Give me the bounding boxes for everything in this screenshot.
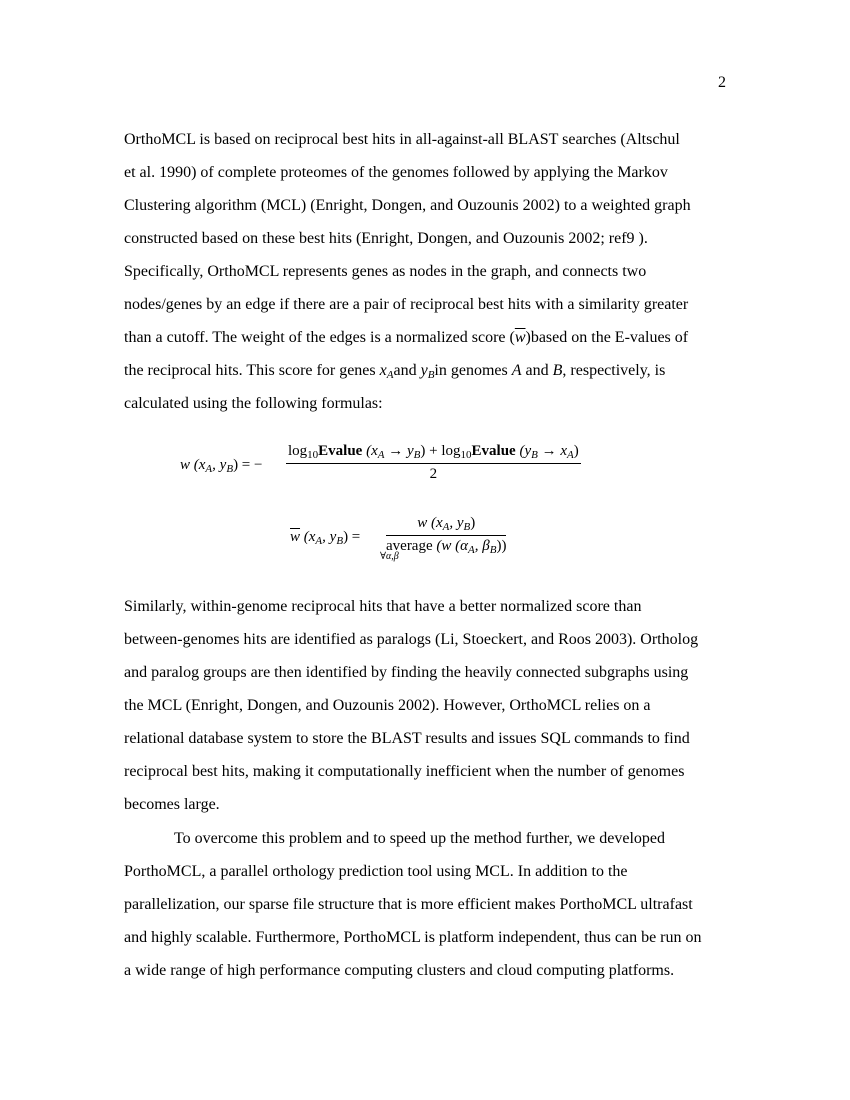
text-line: becomes large. (124, 796, 220, 813)
text-line: the MCL (Enright, Dongen, and Ouzounis 2002). However, OrthoMCL relies on a (124, 697, 651, 714)
text-line: Clustering algorithm (MCL) (Enright, Dongen, and Ouzounis 2002) to a weighted graph (124, 197, 691, 214)
fraction-denominator: average ∀α,β (w ($\alpha_A$, $\beta_B$)) (380, 538, 507, 562)
equation-fraction (286, 443, 581, 483)
text-line: PorthoMCL, a parallel orthology prediction tool using MCL. In addition to the (124, 863, 628, 880)
equation-lhs: w ($x_A$, $y_B$) = − (180, 457, 263, 475)
equation-lhs: $\overline{w}$ ($x_A$, $y_B$) = (290, 529, 361, 547)
text-line: a wide range of high performance computing clusters and cloud computing platforms. (124, 962, 675, 979)
equation-weight (180, 443, 650, 488)
fraction-numerator: w ($x_A$, $y_B$) (417, 515, 476, 533)
equation-fraction (380, 515, 507, 564)
fraction-numerator: $\log_{10}Evalue$ $(x_A \to y_B)$ + $\log_{10}Evalue$ $(y_B \to x_A)$ (288, 443, 579, 461)
paragraph-porthomcl (124, 822, 728, 987)
text-line: nodes/genes by an edge if there are a pair of reciprocal best hits with a similarity greater (124, 296, 689, 313)
text-line: between-genomes hits are identified as paralogs (Li, Stoeckert, and Roos 2003). Ortholog (124, 631, 699, 648)
equation-normalized-weight (290, 515, 540, 575)
text-line: Specifically, OrthoMCL represents genes as nodes in the graph, and connects two (124, 263, 647, 280)
text-line: et al. 1990) of complete proteomes of the genomes followed by applying the Markov (124, 164, 668, 181)
text-line: constructed based on these best hits (Enright, Dongen, and Ouzounis 2002; ref9 ). (124, 230, 648, 247)
text-line: Similarly, within-genome reciprocal hits that have a better normalized score than (124, 598, 642, 615)
text-line: than a cutoff. The weight of the edges is a normalized score $(\overline{w})based$ on the E-values of (124, 329, 689, 346)
text-line: To overcome this problem and to speed up the method further, we developed (174, 830, 665, 847)
text-line: reciprocal best hits, making it computationally inefficient when the number of genomes (124, 763, 685, 780)
text-line: and paralog groups are then identified by finding the heavily connected subgraphs using (124, 664, 689, 681)
text-line: relational database system to store the BLAST results and issues SQL commands to find (124, 730, 690, 747)
fraction-denominator: 2 (429, 466, 438, 482)
text-line: parallelization, our sparse file structure that is more efficient makes PorthoMCL ultrafast (124, 896, 693, 913)
text-line: the reciprocal hits. This score for genes $x_Aand$ $y_Bin$ genomes A and B, respectively, is (124, 362, 666, 381)
normalized-score-symbol: $\overline{w}$ (514, 329, 526, 346)
average-subscript: ∀α,β (380, 551, 399, 562)
paragraph-intro (124, 123, 728, 420)
paragraph-paralogs (124, 590, 728, 821)
text-line: OrthoMCL is based on reciprocal best hits in all-against-all BLAST searches (Altschul (124, 131, 680, 148)
page-number: 2 (718, 74, 726, 91)
text-line: and highly scalable. Furthermore, PorthoMCL is platform independent, thus can be run on (124, 929, 702, 946)
text-line: calculated using the following formulas: (124, 395, 383, 412)
